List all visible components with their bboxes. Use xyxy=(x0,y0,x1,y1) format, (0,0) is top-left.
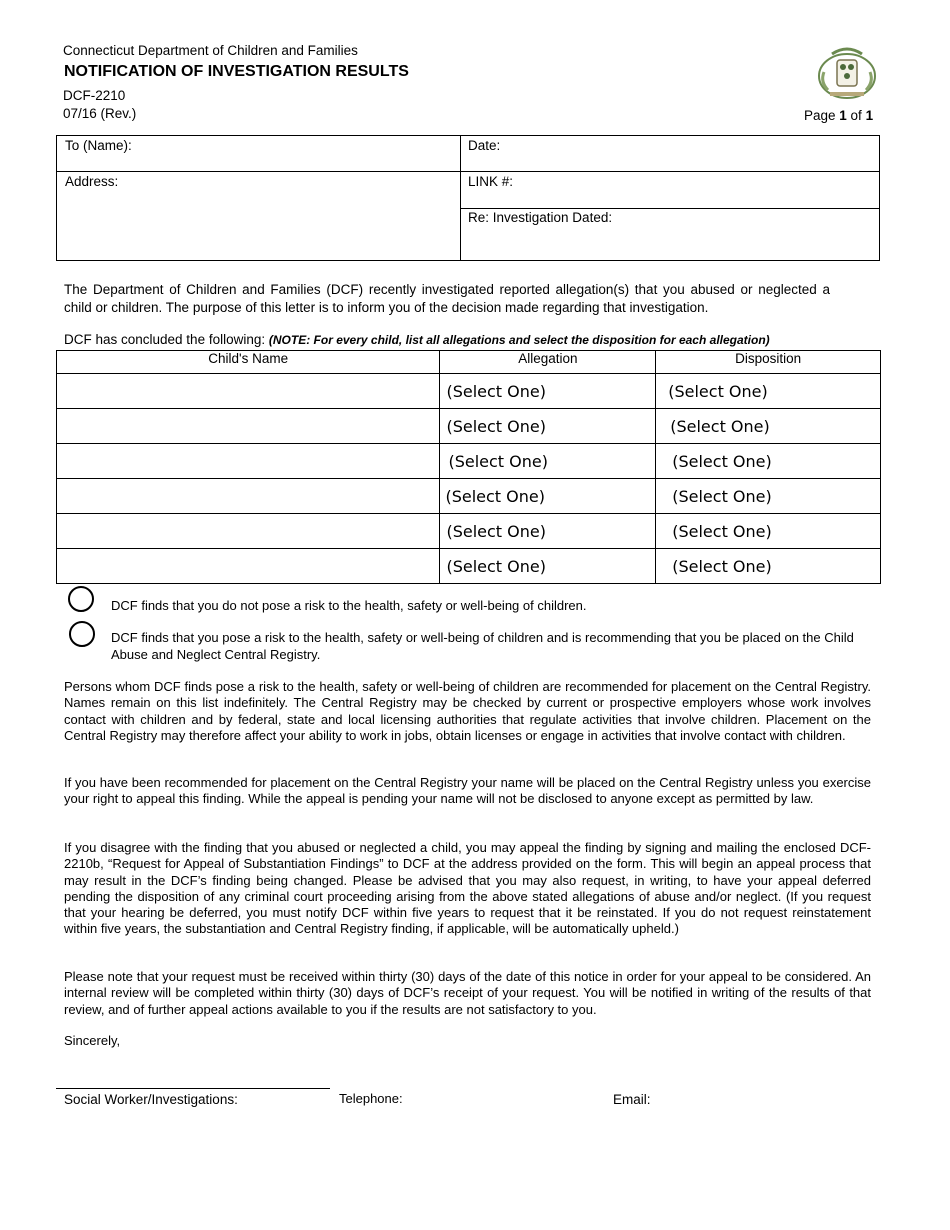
allegations-table xyxy=(56,350,881,584)
risk-radio[interactable] xyxy=(69,621,95,647)
child-name-cell[interactable] xyxy=(57,409,440,444)
form-title: NOTIFICATION OF INVESTIGATION RESULTS xyxy=(64,63,409,80)
page-indicator xyxy=(804,108,873,123)
page-of: of xyxy=(846,108,866,123)
telephone-field[interactable]: Telephone: xyxy=(339,1091,403,1106)
state-seal-icon xyxy=(812,42,882,104)
table-row xyxy=(57,549,881,584)
disposition-select[interactable]: (Select One) xyxy=(656,374,881,409)
date-field[interactable]: Date: xyxy=(468,138,501,153)
appeal-paragraph: If you disagree with the finding that you abused or neglected a child, you may appeal the finding by signing and mailing the enclosed DCF-2210b, “Request for Appeal of Substantiation Findings” to DCF at the address provided on the form. This will begin an appeal process that may result in the DCF’s finding being changed. Please be advised that you may also request, in writing, to have your appeal deferred pending the disposition of any criminal court proceeding arising from the above stated allegations of abuse and/or neglect. (If you request that your hearing be deferred, you must notify DCF within five years to request that it be reinstated. If you do not request reinstatement within five years, the substantiation and Central Registry finding, if applicable, will be automatically upheld.) xyxy=(64,840,871,937)
email-field[interactable]: Email: xyxy=(613,1092,651,1107)
to-name-field[interactable]: To (Name): xyxy=(65,138,132,153)
table-row xyxy=(57,479,881,514)
conclusion-lead: DCF has concluded the following: xyxy=(64,332,269,347)
disposition-select[interactable]: (Select One) xyxy=(656,444,881,479)
allegation-header: Allegation xyxy=(440,351,656,374)
social-worker-field[interactable]: Social Worker/Investigations: xyxy=(64,1092,238,1107)
child-name-cell[interactable] xyxy=(57,479,440,514)
form-revision: 07/16 (Rev.) xyxy=(63,106,137,121)
intro-paragraph: The Department of Children and Families (DCF) recently investigated reported allegation(s) that you abused or neglected a child or children. The purpose of this letter is to inform you of the decision made regarding that investigation. xyxy=(64,282,830,315)
agency-name: Connecticut Department of Children and Families xyxy=(63,43,358,58)
allegation-select[interactable]: (Select One) xyxy=(440,549,656,584)
signature-line xyxy=(56,1088,330,1089)
closing: Sincerely, xyxy=(64,1033,121,1048)
page-current: 1 xyxy=(839,108,847,123)
allegation-select[interactable]: (Select One) xyxy=(440,514,656,549)
central-registry-paragraph: Persons whom DCF finds pose a risk to the health, safety or well-being of children are recommended for placement on the Central Registry. Names remain on this list indefinitely. The Central Registry may be checked by current or prospective employers whose work involves contact with children and by federal, state and local licensing authorities that regulate activities that involve children. Placement on the Central Registry may therefore affect your ability to work in jobs, obtain licenses or engage in activities that involve contact with children. xyxy=(64,679,871,743)
address-field[interactable]: Address: xyxy=(65,174,119,189)
disposition-select[interactable]: (Select One) xyxy=(656,479,881,514)
registry-placement-paragraph: If you have been recommended for placement on the Central Registry your name will be placed on the Central Registry unless you exercise your right to appeal this finding. While the appeal is pending your name will not be disclosed to anyone except as permitted by law. xyxy=(64,775,871,807)
table-row xyxy=(57,409,881,444)
allegation-select[interactable]: (Select One) xyxy=(440,374,656,409)
allegation-select[interactable]: (Select One) xyxy=(440,444,656,479)
child-name-header: Child's Name xyxy=(57,351,440,374)
link-number-field[interactable]: LINK #: xyxy=(468,174,514,189)
child-name-cell[interactable] xyxy=(57,444,440,479)
page-prefix: Page xyxy=(804,108,840,123)
table-row xyxy=(57,374,881,409)
allegation-select[interactable]: (Select One) xyxy=(440,409,656,444)
no-risk-radio[interactable] xyxy=(68,586,94,612)
deadline-paragraph: Please note that your request must be received within thirty (30) days of the date of this notice in order for your appeal to be considered. An internal review will be completed within thirty (30) days of DCF’s receipt of your request. You will be notified in writing of the results of that review, and of further appeal actions available to you if the results are not satisfactory to you. xyxy=(64,969,871,1017)
child-name-cell[interactable] xyxy=(57,549,440,584)
recipient-box xyxy=(56,135,880,261)
child-name-cell[interactable] xyxy=(57,374,440,409)
form-number: DCF-2210 xyxy=(63,88,126,103)
child-name-cell[interactable] xyxy=(57,514,440,549)
page-total: 1 xyxy=(865,108,874,123)
disposition-select[interactable]: (Select One) xyxy=(656,514,881,549)
disposition-select[interactable]: (Select One) xyxy=(656,409,881,444)
disposition-select[interactable]: (Select One) xyxy=(656,549,881,584)
conclusion-note: (NOTE: For every child, list all allegations and select the disposition for each allegation) xyxy=(268,333,770,347)
table-row xyxy=(57,444,881,479)
disposition-header: Disposition xyxy=(656,351,881,374)
investigation-dated-field[interactable]: Re: Investigation Dated: xyxy=(468,210,613,225)
no-risk-option-label: DCF finds that you do not pose a risk to the health, safety or well-being of children. xyxy=(111,598,587,613)
table-header-row xyxy=(57,351,881,374)
risk-option-label: DCF finds that you pose a risk to the health, safety or well-being of children and is recommending that you be placed on the Child Abuse and Neglect Central Registry. xyxy=(111,630,854,662)
table-row xyxy=(57,514,881,549)
conclusion-line xyxy=(64,332,770,347)
allegation-select[interactable]: (Select One) xyxy=(440,479,656,514)
